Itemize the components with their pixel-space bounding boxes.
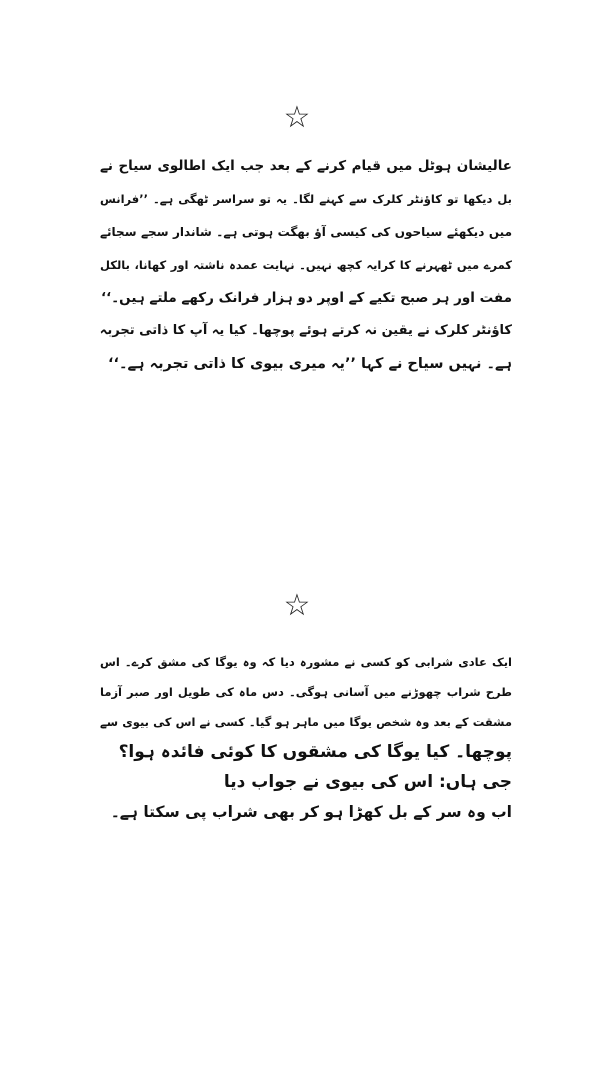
joke-2-line: اب وہ سر کے بل کھڑا ہو کر بھی شراب پی سکتا ہے۔	[110, 803, 512, 821]
star-outline-icon: ☆	[283, 588, 311, 623]
joke-2-line: مشقت کے بعد وہ شخص یوگا میں ماہر ہو گیا۔ کسی نے اس کی بیوی سے	[100, 715, 512, 729]
joke-1-line: میں دیکھئے سیاحوں کی کیسی آؤ بھگت ہوتی ہے۔ شاندار سجے سجائے	[100, 225, 512, 239]
joke-1-line: عالیشان ہوٹل میں قیام کرنے کے بعد جب ایک اطالوی سیاح نے	[100, 158, 512, 174]
joke-2-line: جی ہاں: اس کی بیوی نے جواب دیا	[223, 772, 512, 792]
joke-2-line: ایک عادی شرابی کو کسی نے مشورہ دیا کہ وہ یوگا کی مشق کرے۔ اس	[100, 655, 512, 669]
joke-2-line: طرح شراب چھوڑنے میں آسانی ہوگی۔ دس ماہ کی طویل اور صبر آزما	[100, 685, 512, 699]
joke-1-line: کمرے میں ٹھہرنے کا کرایہ کچھ نہیں۔ نہایت عمدہ ناشتہ اور کھانا، بالکل	[100, 258, 512, 272]
joke-2	[100, 647, 512, 827]
joke-2-line: پوچھا۔ کیا یوگا کی مشقوں کا کوئی فائدہ ہوا؟	[118, 742, 512, 762]
joke-1-line: بل دیکھا تو کاؤنٹر کلرک سے کہنے لگا۔ یہ تو سراسر ٹھگی ہے۔ ’’فرانس	[100, 192, 512, 206]
star-outline-icon: ☆	[283, 100, 311, 135]
joke-1-line: کاؤنٹر کلرک نے یقین نہ کرتے ہوئے پوچھا۔ کیا یہ آپ کا ذاتی تجربہ	[99, 323, 512, 338]
joke-1-line: ہے۔ نہیں سیاح نے کہا ’’یہ میری بیوی کا ذاتی تجربہ ہے۔‘‘	[108, 356, 512, 372]
joke-1-line: مفت اور ہر صبح تکیے کے اوپر دو ہزار فرانک رکھے ملتے ہیں۔‘‘	[101, 290, 512, 306]
joke-1	[100, 151, 512, 382]
